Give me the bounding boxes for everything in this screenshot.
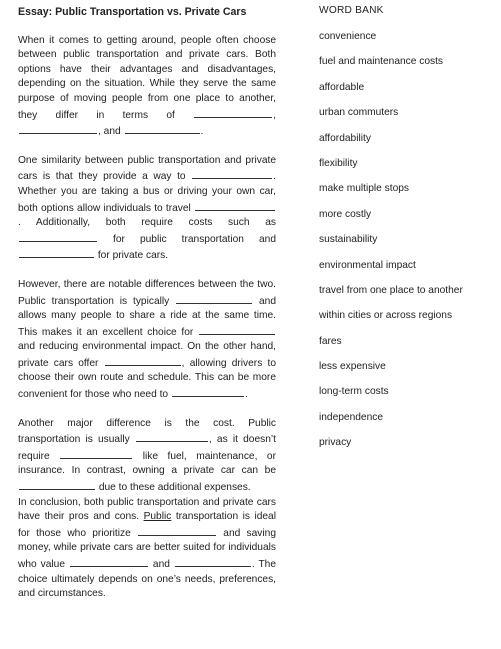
- word-bank-item: less expensive: [319, 361, 386, 373]
- word-bank-item: fuel and maintenance costs: [319, 56, 444, 68]
- word-bank-item: make multiple stops: [319, 183, 410, 195]
- word-bank-item: urban commuters: [319, 107, 399, 119]
- text-segment: , as it doesn’t require: [18, 434, 276, 462]
- word-bank-item: privacy: [319, 437, 352, 449]
- paragraph-similarity: [18, 154, 276, 264]
- blank-11[interactable]: [172, 386, 244, 397]
- text-segment: However, there are notable differences between the two. Public transportation is typically: [18, 278, 276, 307]
- text-segment: for public transportation and: [113, 233, 276, 245]
- word-bank-item: long-term costs: [319, 386, 389, 398]
- blank-7[interactable]: [19, 247, 94, 258]
- blank-1[interactable]: [194, 107, 272, 118]
- text-segment: like fuel, maintenance, or insurance. In contrast, owning a private car can be: [18, 450, 276, 477]
- text-segment: . Additionally, both require costs such as: [18, 217, 276, 229]
- text-segment: and reducing environmental impact. On the other hand, private cars offer: [18, 341, 276, 369]
- word-bank-item: travel from one place to another: [319, 284, 463, 296]
- public-link[interactable]: Public: [143, 511, 172, 523]
- blank-9[interactable]: [199, 324, 275, 335]
- blank-15[interactable]: [138, 525, 216, 536]
- word-bank-item: flexibility: [319, 157, 358, 169]
- blank-10[interactable]: [105, 355, 181, 366]
- paragraph-conclusion: [18, 496, 276, 602]
- text-segment: .: [244, 389, 248, 401]
- text-segment: transportation is ideal for those who prioritize: [18, 511, 276, 539]
- blank-8[interactable]: [176, 293, 252, 304]
- paragraph-cost: [18, 417, 276, 496]
- blank-3[interactable]: [125, 123, 200, 134]
- word-bank: [319, 5, 497, 462]
- text-segment: , and: [98, 126, 121, 138]
- word-bank-item: more costly: [319, 208, 372, 220]
- paragraph-intro: [18, 34, 276, 140]
- text-segment: . Whether you are taking a bus or driving your own car, both options allow individuals to travel: [18, 171, 276, 214]
- text-segment: In conclusion, both public transportation and private cars have their pros and cons.: [18, 496, 276, 523]
- blank-17[interactable]: [175, 556, 251, 567]
- text-segment: for private cars.: [97, 250, 169, 262]
- essay-column: [18, 5, 276, 602]
- text-segment: and: [152, 559, 170, 570]
- blank-2[interactable]: [19, 123, 97, 134]
- text-segment: When it comes to getting around, people often choose between public transportation and private cars. Both options have their advantages and disadvantages, depending on the situation. While they serve the same purpose of moving people from one place to another, they differ in terms of: [18, 34, 276, 121]
- text-segment: Another major difference is the cost. Public transportation is usually: [18, 417, 276, 446]
- text-segment: .: [200, 126, 204, 138]
- blank-13[interactable]: [60, 448, 132, 459]
- essay-title: Essay: Public Transportation vs. Private Cars: [18, 6, 247, 18]
- text-segment: and allows many people to share a ride at the same time. This makes it an excellent choice for: [18, 295, 276, 338]
- blank-5[interactable]: [195, 200, 275, 211]
- blank-14[interactable]: [19, 479, 95, 490]
- word-bank-item: sustainability: [319, 234, 378, 246]
- word-bank-item: convenience: [319, 31, 377, 42]
- text-segment: One similarity between public transportation and private cars is that they provide a way to: [18, 154, 276, 183]
- blank-16[interactable]: [70, 556, 148, 567]
- text-segment: , allowing drivers to choose their own route and schedule. This can be more convenient for those who need to: [18, 357, 277, 401]
- word-bank-item: affordable: [319, 81, 365, 93]
- text-segment: . The choice ultimately depends on one’s needs, preferences, and circumstances.: [18, 559, 277, 600]
- paragraph-differences: [18, 278, 276, 403]
- word-bank-item: fares: [319, 335, 342, 347]
- text-segment: due to these additional expenses.: [98, 482, 251, 494]
- blank-6[interactable]: [19, 231, 97, 242]
- text-segment: ,: [273, 109, 276, 121]
- blank-12[interactable]: [136, 431, 208, 442]
- blank-4[interactable]: [192, 168, 272, 179]
- word-bank-title: WORD BANK: [319, 5, 384, 16]
- word-bank-item: affordability: [319, 132, 371, 144]
- text-segment: and saving money, while private cars are better suited for individuals who value: [18, 527, 276, 570]
- word-bank-item: independence: [319, 411, 384, 423]
- word-bank-item: environmental impact: [319, 259, 416, 271]
- word-bank-item: within cities or across regions: [319, 310, 453, 322]
